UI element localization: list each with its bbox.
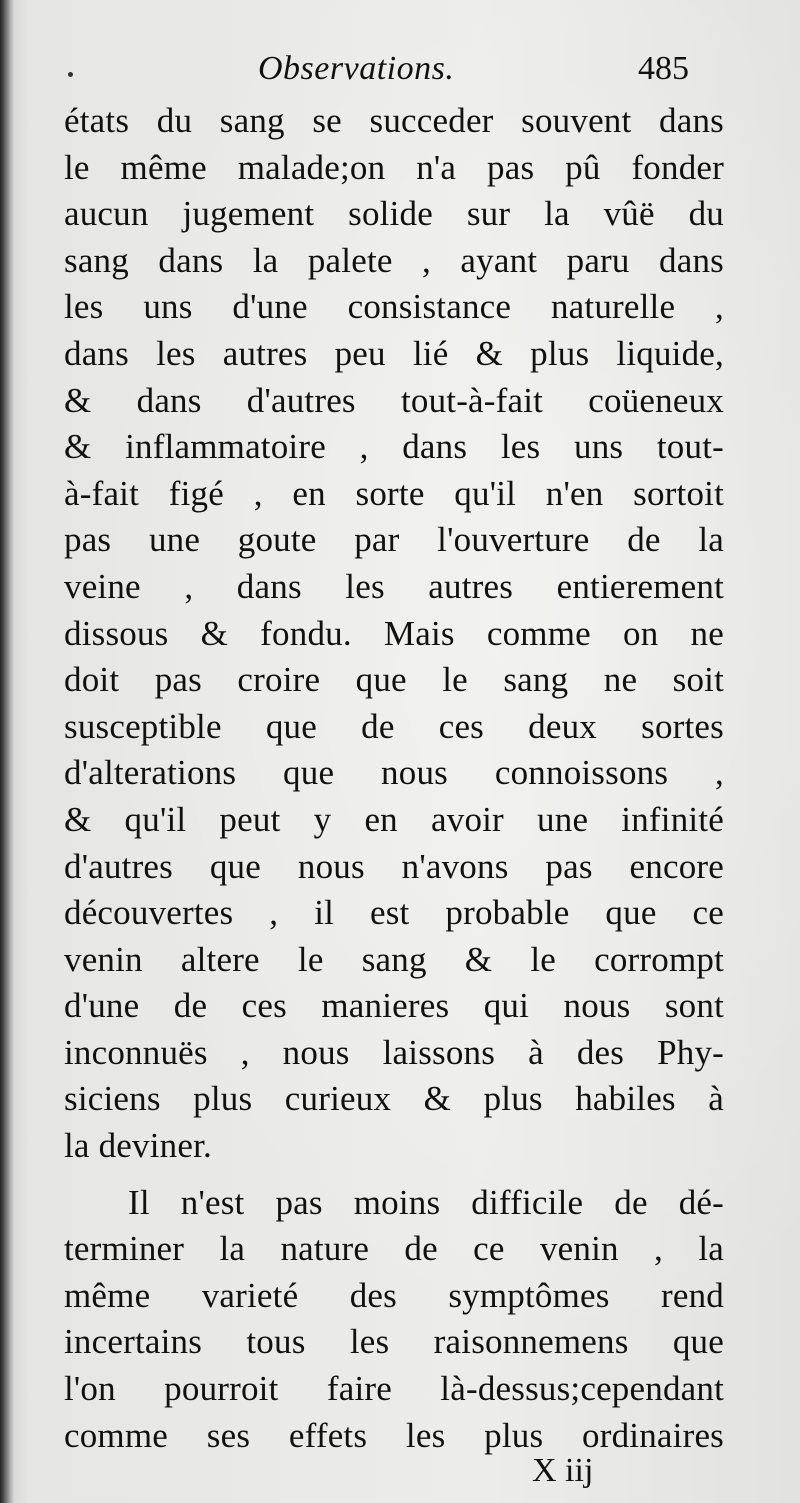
page-number: 485 xyxy=(638,50,689,87)
text-line: l'on pourroit faire là-dessus;cependant xyxy=(64,1369,724,1409)
text-line: le même malade;on n'a pas pû fonder xyxy=(64,147,724,187)
text-line: d'une de ces manieres qui nous sont xyxy=(64,986,724,1026)
body-text xyxy=(64,98,724,1459)
running-title: Observations. xyxy=(258,50,455,87)
text-line: états du sang se succeder souvent dans xyxy=(64,101,724,140)
paragraph-2 xyxy=(64,1180,724,1460)
text-line: la deviner. xyxy=(64,1126,212,1166)
text-line: aucun jugement solide sur la vûë du xyxy=(64,194,724,234)
text-line: pas une goute par l'ouverture de la xyxy=(64,520,724,560)
text-line: susceptible que de ces deux sortes xyxy=(64,706,724,746)
text-line: veine , dans les autres entierement xyxy=(64,566,724,606)
text-line: Il n'est pas moins difficile de dé- xyxy=(128,1182,724,1222)
text-line: d'autres que nous n'avons pas encore xyxy=(64,846,724,886)
text-line: & inflammatoire , dans les uns tout- xyxy=(64,427,724,467)
binding-shadow xyxy=(0,0,14,1503)
text-line: & qu'il peut y en avoir une infinité xyxy=(64,799,724,839)
text-line: comme ses effets les plus ordinaires xyxy=(64,1415,724,1455)
text-line: inconnuës , nous laissons à des Phy- xyxy=(64,1032,724,1072)
text-line: découvertes , il est probable que ce xyxy=(64,893,724,933)
signature-mark: X iij xyxy=(532,1452,594,1489)
text-line: les uns d'une consistance naturelle , xyxy=(64,287,724,327)
text-line: d'alterations que nous connoissons , xyxy=(64,753,724,793)
text-line: siciens plus curieux & plus habiles à xyxy=(64,1079,724,1119)
text-line: doit pas croire que le sang ne soit xyxy=(64,660,724,700)
text-line: terminer la nature de ce venin , la xyxy=(64,1229,724,1269)
text-line: à-fait figé , en sorte qu'il n'en sortoit xyxy=(64,473,724,513)
text-line: venin altere le sang & le corrompt xyxy=(64,939,724,979)
paragraph-1 xyxy=(64,98,724,1170)
text-line: dissous & fondu. Mais comme on ne xyxy=(64,613,724,653)
text-line: sang dans la palete , ayant paru dans xyxy=(64,240,724,280)
text-line: même varieté des symptômes rend xyxy=(64,1275,724,1315)
text-line: incertains tous les raisonnemens que xyxy=(64,1322,724,1362)
page-header xyxy=(60,50,750,100)
dot-mark xyxy=(68,72,73,77)
text-line: & dans d'autres tout-à-fait coüeneux xyxy=(64,380,724,420)
text-line: dans les autres peu lié & plus liquide, xyxy=(64,333,724,373)
